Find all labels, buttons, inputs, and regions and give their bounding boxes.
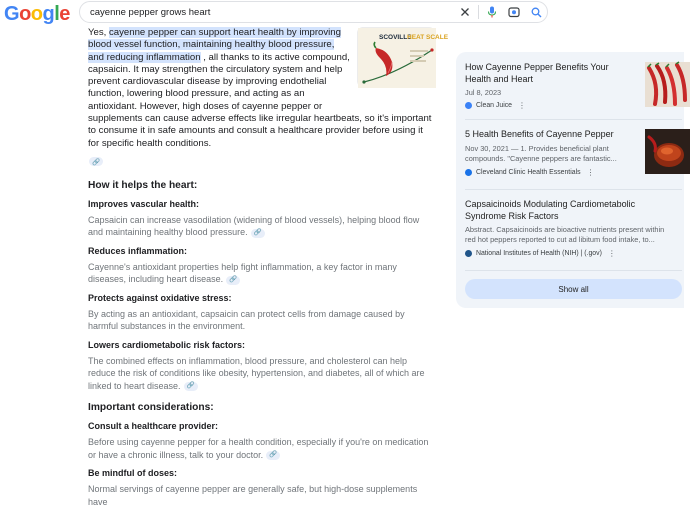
how-it-helps-list bbox=[88, 199, 436, 393]
list-item-text: Before using cayenne pepper for a health condition, especially if you're on medication or have a chronic illness, talk to your doctor. 🔗 bbox=[88, 437, 429, 460]
source-date: Jul 8, 2023 bbox=[465, 88, 502, 97]
logo-letter: g bbox=[42, 3, 55, 25]
answer-link-row bbox=[89, 153, 436, 171]
list-item bbox=[88, 293, 436, 333]
site-favicon-icon bbox=[465, 250, 472, 257]
answer-lead bbox=[88, 27, 436, 150]
list-item bbox=[88, 246, 436, 286]
source-card[interactable] bbox=[465, 199, 682, 258]
source-name: Cleveland Clinic Health Essentials bbox=[476, 168, 581, 176]
source-card[interactable] bbox=[465, 62, 682, 110]
considerations-heading: Important considerations: bbox=[88, 402, 214, 414]
logo-letter: o bbox=[19, 3, 31, 25]
list-item-title: Protects against oxidative stress: bbox=[88, 292, 232, 303]
link-icon[interactable]: 🔗 bbox=[251, 229, 265, 238]
list-item-text: By acting as an antioxidant, capsaicin can protect cells from damage caused by harmful substances in the environment. bbox=[88, 308, 405, 332]
list-item-text: Cayenne's antioxidant properties help fight inflammation, a key factor in many diseases, including heart disease. 🔗 bbox=[88, 261, 397, 285]
link-icon[interactable]: 🔗 bbox=[89, 157, 103, 166]
show-all-button[interactable]: Show all bbox=[465, 279, 682, 299]
site-favicon-icon bbox=[465, 102, 472, 109]
clear-icon[interactable] bbox=[454, 2, 476, 22]
link-icon[interactable]: 🔗 bbox=[184, 382, 198, 391]
card-separator bbox=[465, 270, 682, 271]
considerations-list bbox=[88, 421, 436, 508]
source-title[interactable]: How Cayenne Pepper Benefits Your Health and Heart bbox=[465, 62, 609, 84]
logo-letter: l bbox=[54, 3, 60, 25]
list-item-text: The combined effects on inflammation, blood pressure, and cholesterol can help reduce the risk of conditions like obesity, hypertension, and diabetes, all of which are linked to heart disease. 🔗 bbox=[88, 355, 425, 391]
thumbnail-spacer bbox=[352, 27, 436, 101]
list-item-title: Be mindful of doses: bbox=[88, 468, 178, 479]
list-item-text: Capsaicin can increase vasodilation (widening of blood vessels), helping blood flow and maintaining healthy blood pressure. 🔗 bbox=[88, 214, 420, 238]
cayenne-powder-image[interactable] bbox=[645, 129, 690, 174]
source-site bbox=[465, 249, 682, 258]
list-item bbox=[88, 340, 436, 393]
logo-letter: e bbox=[59, 3, 70, 25]
list-item bbox=[88, 199, 436, 239]
list-item bbox=[88, 421, 436, 461]
list-item-text: Normal servings of cayenne pepper are generally safe, but high-dose supplements have bbox=[88, 484, 418, 507]
search-input[interactable]: cayenne pepper grows heart bbox=[90, 6, 211, 18]
source-title[interactable]: 5 Health Benefits of Cayenne Pepper bbox=[465, 129, 614, 139]
thumbnail-title-suffix: HEAT SCALE bbox=[407, 34, 449, 41]
search-icon[interactable] bbox=[525, 2, 547, 22]
how-it-helps-heading: How it helps the heart: bbox=[88, 179, 198, 191]
search-box[interactable] bbox=[79, 1, 548, 23]
source-snippet: Nov 30, 2021 — 1. Provides beneficial plant compounds. "Cayenne peppers are fantastic... bbox=[465, 143, 617, 163]
source-name: National Institutes of Health (NIH) | (.gov) bbox=[476, 250, 602, 257]
thumbnail-title: SCOVILLE bbox=[379, 34, 412, 41]
more-options-icon[interactable]: ⋮ bbox=[518, 101, 527, 110]
link-icon[interactable]: 🔗 bbox=[226, 276, 240, 285]
answer-lead-rest: , all thanks to its active compound, capsaicin. It may strengthen the circulatory system and help prevent cardiovascular disease by improving endothelial function, lowering blood pressure, and acting as an antioxidant. However, high doses of cayenne pepper or supplements can cause adverse effects like irregular heartbeats, so it's important to consume it in safe amounts and consult a healthcare provider before using it for specific health conditions. bbox=[88, 51, 432, 149]
more-options-icon[interactable]: ⋮ bbox=[586, 167, 595, 177]
sources-panel bbox=[456, 52, 684, 308]
more-options-icon[interactable]: ⋮ bbox=[607, 249, 616, 258]
list-item bbox=[88, 468, 436, 508]
logo-letter: o bbox=[30, 3, 43, 25]
link-icon[interactable]: 🔗 bbox=[266, 451, 280, 460]
answer-highlight: cayenne pepper can support heart health by improving blood vessel function, maintaining healthy blood pressure, and reducing inflammation bbox=[88, 27, 341, 63]
answer-lead-prefix: Yes, bbox=[88, 27, 109, 38]
card-separator bbox=[465, 119, 682, 120]
site-favicon-icon bbox=[465, 169, 472, 176]
search-divider bbox=[478, 5, 479, 19]
chili-peppers-image[interactable] bbox=[645, 62, 690, 107]
card-separator bbox=[465, 189, 682, 190]
microphone-icon[interactable] bbox=[481, 2, 503, 22]
source-name: Clean Juice bbox=[476, 102, 513, 109]
camera-lens-icon[interactable] bbox=[503, 2, 525, 22]
source-title[interactable]: Capsaicinoids Modulating Cardiometabolic Syndrome Risk Factors bbox=[465, 199, 636, 221]
logo-letter: G bbox=[4, 3, 20, 25]
list-item-title: Lowers cardiometabolic risk factors: bbox=[88, 339, 246, 350]
source-card[interactable] bbox=[465, 129, 682, 177]
list-item-title: Improves vascular health: bbox=[88, 198, 200, 209]
google-logo[interactable] bbox=[4, 3, 70, 26]
source-snippet: Abstract. Capsaicinoids are bioactive nutrients present within red hot peppers reported to cut ad libitum food intake, to... bbox=[465, 225, 665, 244]
ai-overview bbox=[88, 27, 436, 508]
list-item-title: Reduces inflammation: bbox=[88, 245, 188, 256]
list-item-title: Consult a healthcare provider: bbox=[88, 421, 219, 432]
